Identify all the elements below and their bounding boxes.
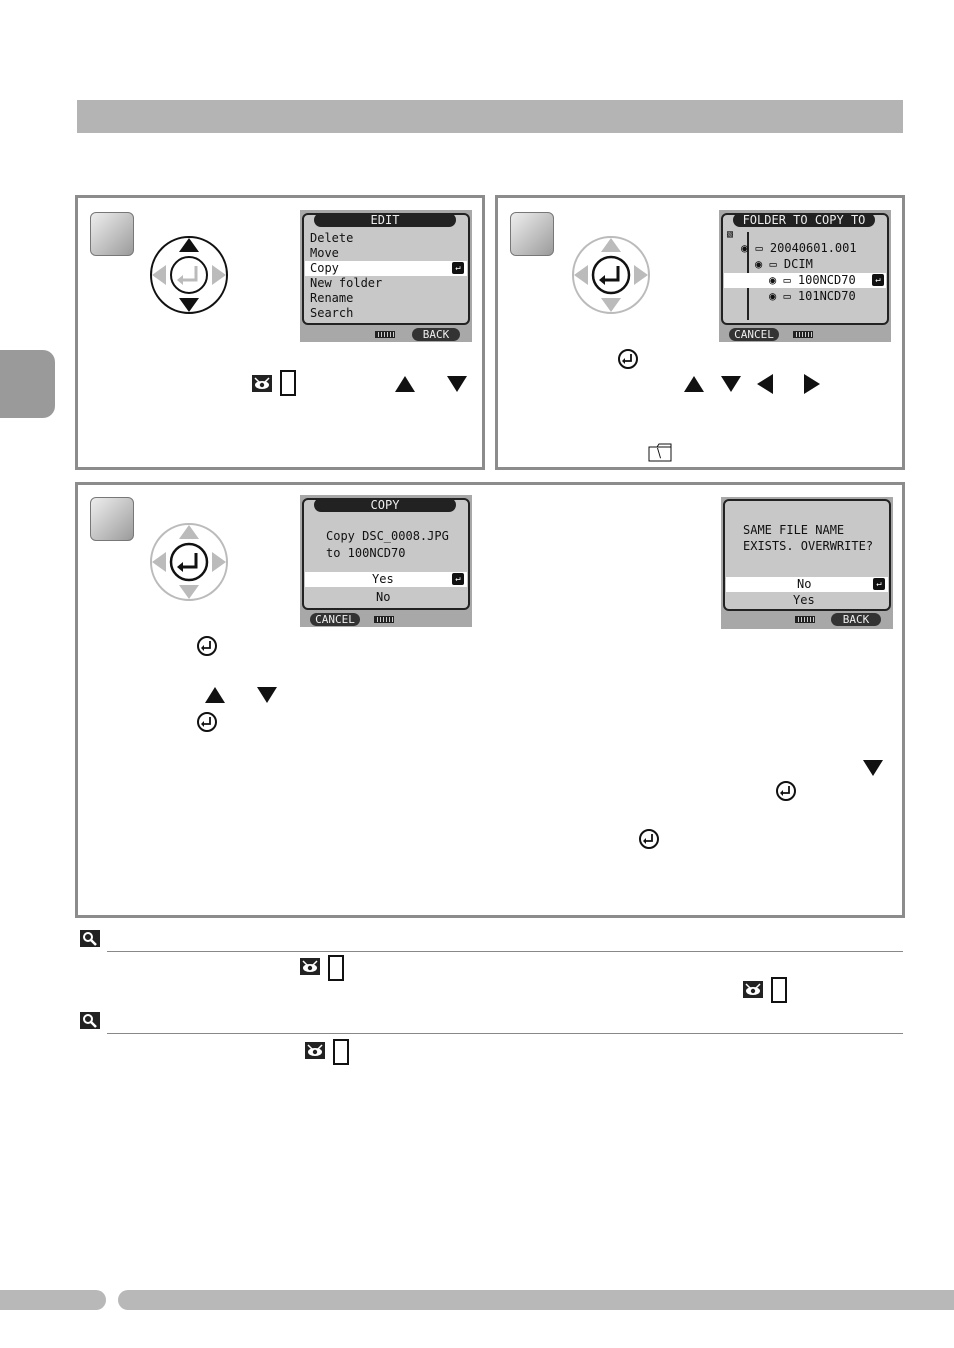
right-arrow-icon bbox=[804, 374, 820, 394]
up-arrow-icon bbox=[684, 376, 704, 392]
folder-symbol: \ bbox=[657, 446, 662, 460]
hint-magnifier-icon bbox=[80, 1012, 100, 1029]
overwrite-yes-option[interactable]: Yes bbox=[793, 593, 815, 607]
menu-item-new-folder[interactable]: New folder bbox=[310, 276, 383, 290]
back-button[interactable]: BACK bbox=[831, 613, 881, 626]
tree-label-100ncd70: 100NCD70 bbox=[797, 273, 856, 287]
down-arrow-icon bbox=[721, 376, 741, 392]
battery-icon bbox=[795, 616, 815, 623]
tree-node-root: ◉ ▭ 20040601.001 bbox=[741, 241, 857, 255]
enter-icon: ↵ bbox=[452, 573, 464, 585]
tree-label-root: 20040601.001 bbox=[769, 241, 857, 255]
overwrite-no-option[interactable]: No bbox=[797, 577, 812, 591]
overwrite-confirm-screen bbox=[721, 497, 893, 629]
menu-item-move[interactable]: Move bbox=[310, 246, 339, 260]
reference-icon bbox=[743, 981, 763, 998]
step-number-box bbox=[510, 212, 554, 256]
step-2-panel bbox=[495, 195, 905, 470]
up-arrow-icon bbox=[395, 376, 415, 392]
step-1-panel bbox=[75, 195, 485, 470]
enter-icon: ↵ bbox=[872, 274, 884, 286]
folder-icon bbox=[648, 443, 672, 462]
edit-menu-title: EDIT bbox=[314, 213, 456, 227]
folder-select-screen bbox=[719, 210, 891, 342]
copy-message-line2: to 100NCD70 bbox=[326, 546, 406, 560]
edit-menu-screen bbox=[300, 210, 472, 342]
section-header-bar bbox=[77, 100, 903, 133]
down-arrow-icon bbox=[863, 760, 883, 776]
hint-divider bbox=[107, 1033, 903, 1034]
multi-selector-icon bbox=[570, 234, 652, 316]
enter-icon: ↵ bbox=[452, 262, 464, 274]
hint-magnifier-icon bbox=[80, 930, 100, 947]
ok-button-icon bbox=[197, 636, 217, 656]
menu-item-copy[interactable]: Copy bbox=[310, 261, 339, 275]
down-arrow-icon bbox=[447, 376, 467, 392]
step-3-panel bbox=[75, 482, 905, 918]
multi-selector-icon bbox=[148, 521, 230, 603]
copy-yes-option[interactable]: Yes bbox=[372, 572, 394, 586]
overwrite-message-line1: SAME FILE NAME bbox=[743, 523, 845, 537]
ok-button-icon bbox=[776, 781, 796, 801]
left-arrow-icon bbox=[757, 374, 773, 394]
page-reference-box bbox=[333, 1039, 349, 1065]
page-reference-box bbox=[328, 955, 344, 981]
footer-bar bbox=[118, 1290, 954, 1310]
copy-confirm-screen bbox=[300, 495, 472, 627]
footer-page-tab bbox=[0, 1290, 106, 1310]
cancel-button[interactable]: CANCEL bbox=[310, 613, 360, 626]
tree-node-100ncd70[interactable]: ◉ ▭ 100NCD70 bbox=[769, 273, 856, 287]
copy-no-option[interactable]: No bbox=[376, 590, 391, 604]
up-arrow-icon bbox=[205, 687, 225, 703]
battery-icon bbox=[375, 331, 395, 338]
hint-divider bbox=[107, 951, 903, 952]
battery-icon bbox=[793, 331, 813, 338]
overwrite-message-line2: EXISTS. OVERWRITE? bbox=[743, 539, 874, 553]
down-arrow-icon bbox=[257, 687, 277, 703]
tree-label-101ncd70: 101NCD70 bbox=[797, 289, 856, 303]
enter-icon: ↵ bbox=[873, 578, 885, 590]
menu-item-rename[interactable]: Rename bbox=[310, 291, 354, 305]
copy-message-line1: Copy DSC_0008.JPG bbox=[326, 529, 449, 543]
multi-selector-icon bbox=[148, 234, 230, 316]
ok-button-icon bbox=[197, 712, 217, 732]
ok-button-icon bbox=[639, 829, 659, 849]
menu-item-delete[interactable]: Delete bbox=[310, 231, 354, 245]
reference-icon bbox=[252, 375, 272, 392]
reference-icon bbox=[300, 958, 320, 975]
copy-screen-title: COPY bbox=[314, 498, 456, 512]
reference-icon bbox=[305, 1042, 325, 1059]
tree-label-dcim: DCIM bbox=[783, 257, 813, 271]
tree-node-101ncd70[interactable]: ◉ ▭ 101NCD70 bbox=[769, 289, 856, 303]
tree-node-dcim: ◉ ▭ DCIM bbox=[755, 257, 813, 271]
chapter-tab bbox=[0, 350, 55, 418]
page-reference-box bbox=[771, 977, 787, 1003]
cancel-button[interactable]: CANCEL bbox=[729, 328, 779, 341]
back-button[interactable]: BACK bbox=[412, 328, 460, 341]
ok-button-icon bbox=[618, 349, 638, 369]
step-number-box bbox=[90, 497, 134, 541]
memory-card-icon: ▧ bbox=[727, 229, 734, 240]
battery-icon bbox=[374, 616, 394, 623]
step-number-box bbox=[90, 212, 134, 256]
menu-item-search[interactable]: Search bbox=[310, 306, 354, 320]
folder-screen-title: FOLDER TO COPY TO bbox=[733, 213, 875, 227]
page-reference-box bbox=[280, 370, 296, 396]
